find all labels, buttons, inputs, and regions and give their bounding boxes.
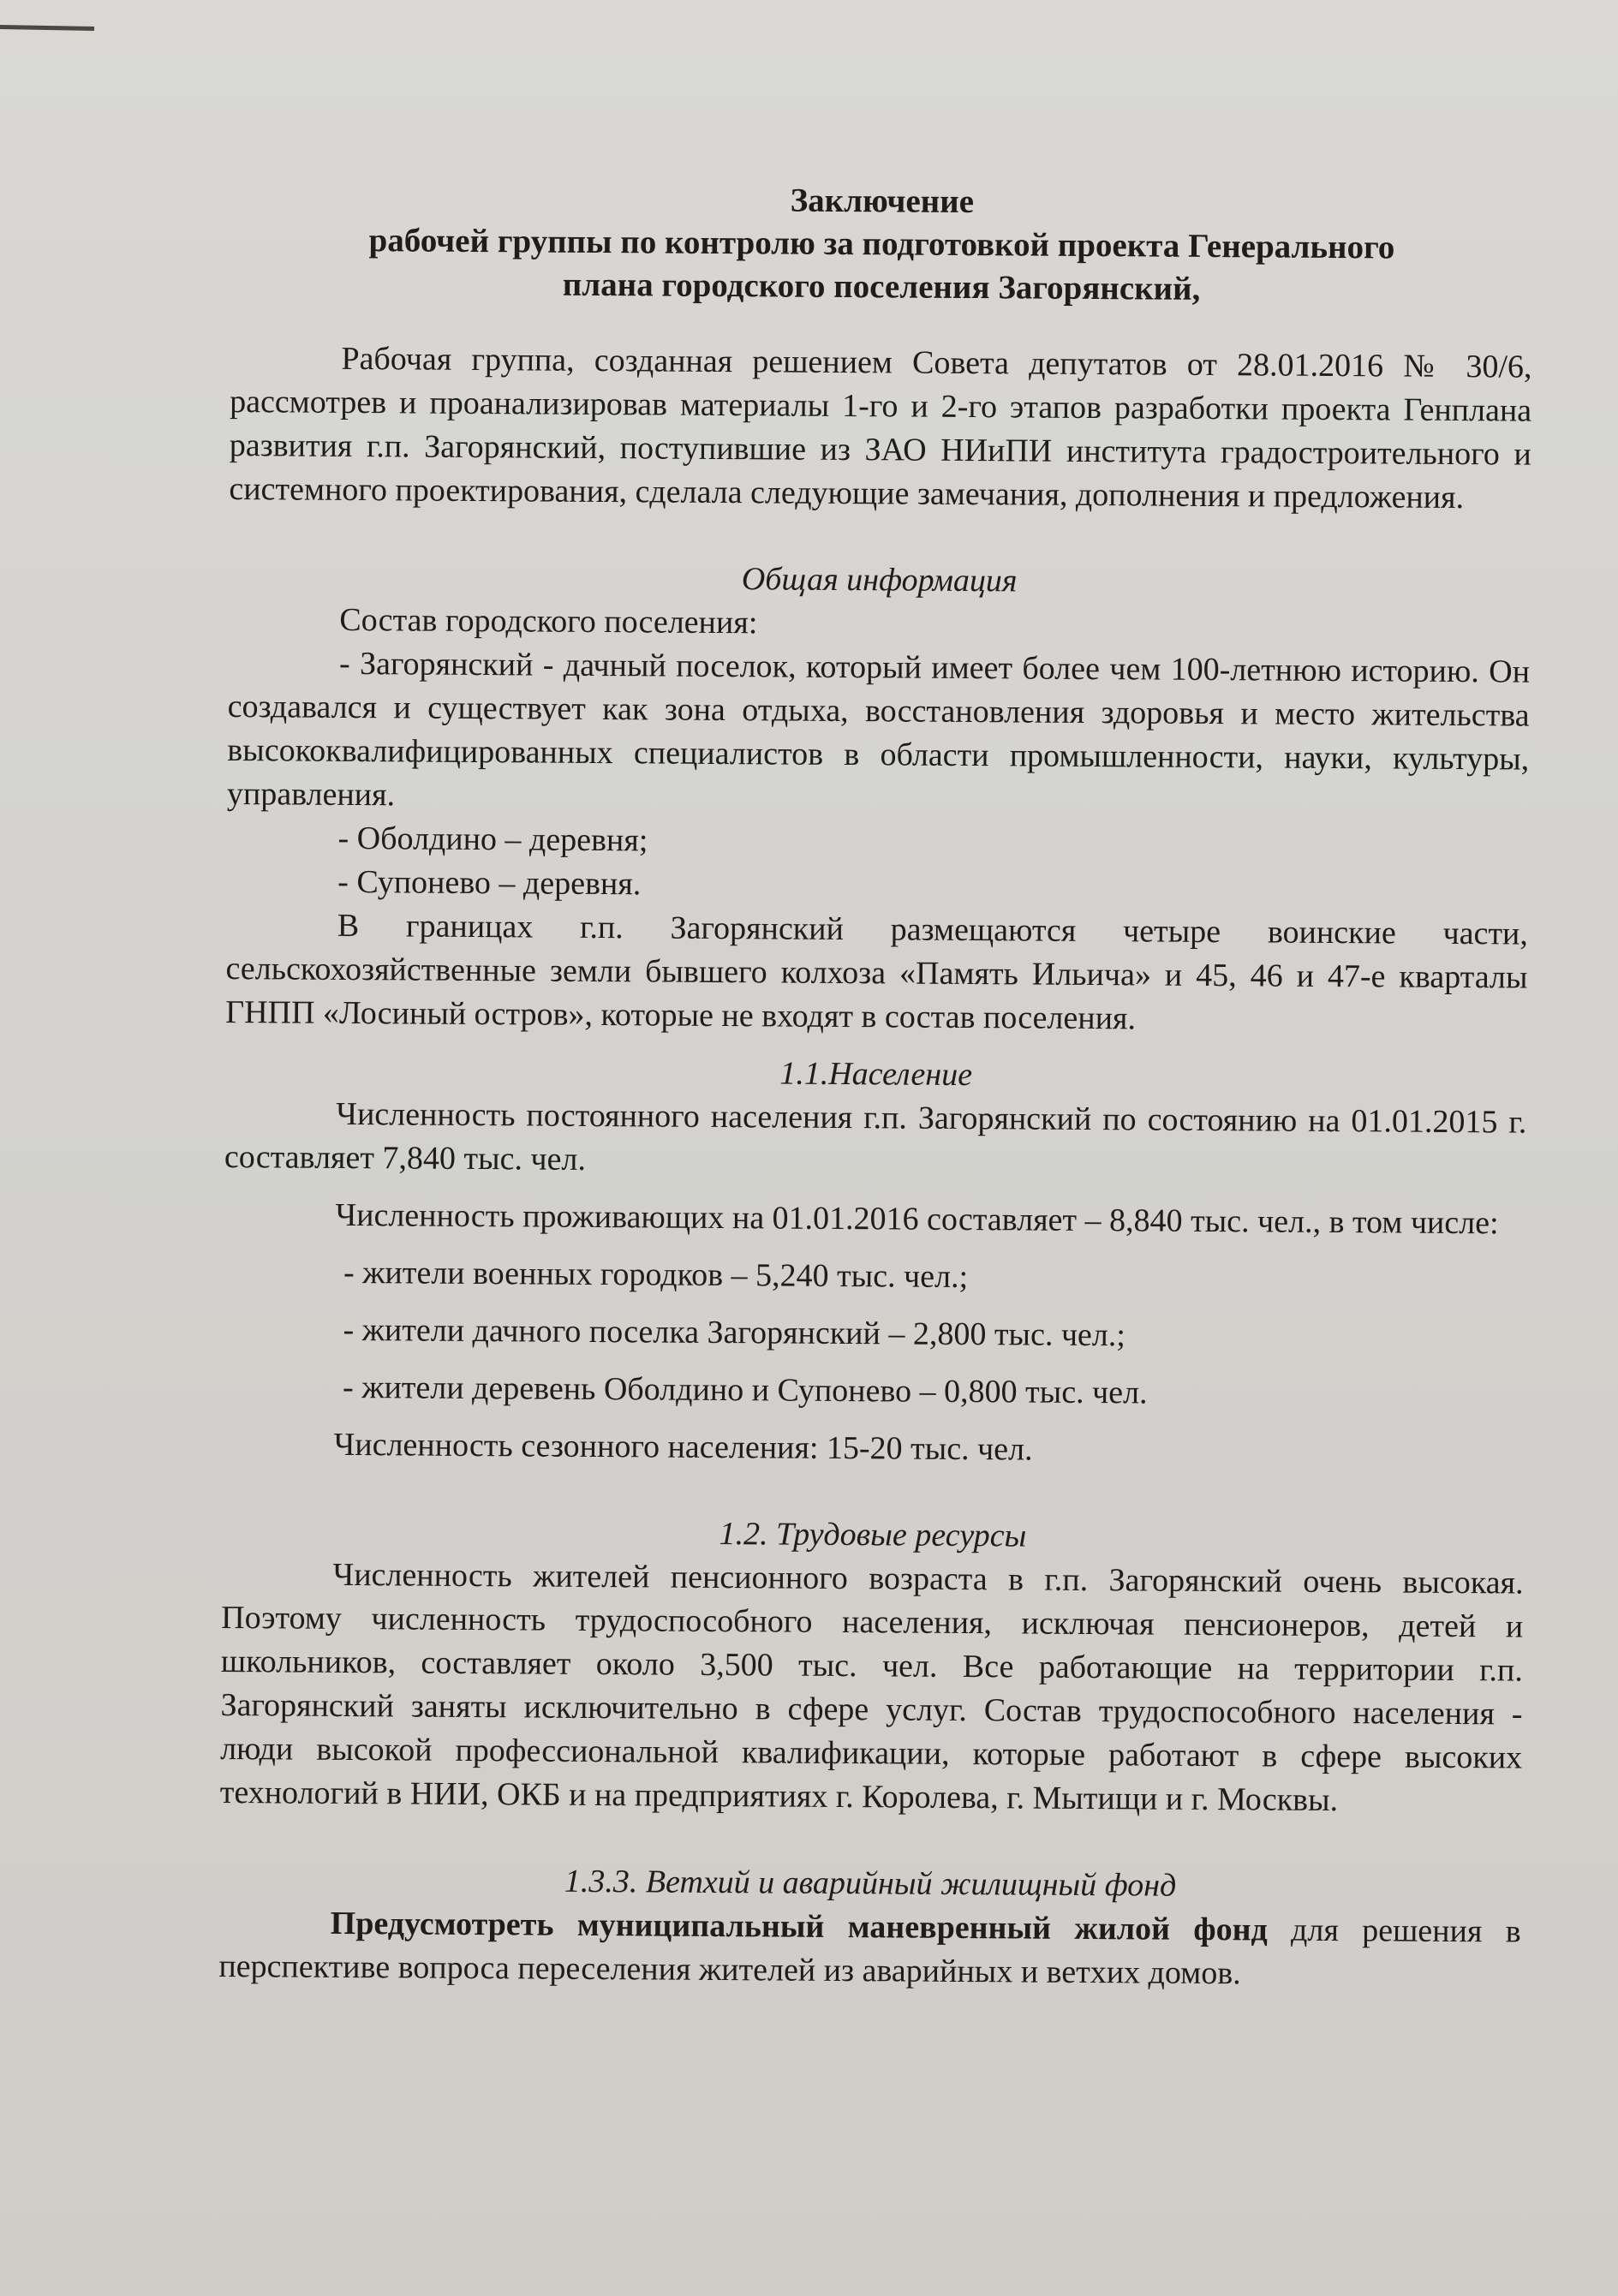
population-residing: Численность проживающих на 01.01.2016 составляет – 8,840 тыс. чел., в том числе: [335,1196,1499,1242]
population-breakdown-3: - жители деревень Оболдино и Супонево – 0,800 тыс. чел. [342,1369,1148,1411]
title-line-2: рабочей группы по контролю за подготовкой проекта Генерального [368,222,1395,266]
population-breakdown-1: - жители военных городков – 5,240 тыс. чел.; [343,1254,969,1296]
document-body [218,176,1533,1998]
housing-paragraph [218,1901,1521,1998]
labor-paragraph: Численность жителей пенсионного возраста в г.п. Загорянский очень высокая. Поэтому численность трудоспособного населения, исключая пенсионеров, детей и школьников, составляет около 3,500 тыс. чел. Все работающие на территории г.п. Загорянский заняты исключительно в сфере услуг. Состав трудоспособного населения - люди высокой профессиональной квалификации, которые работают в сфере высоких технологий в НИИ, ОКБ и на предприятиях г. Королева, г. Мытищи и г. Москвы. [219,1556,1524,1819]
title-line-3: плана городского поселения Загорянский, [562,265,1201,307]
title-line-1: Заключение [790,182,975,221]
boundaries-paragraph: В границах г.п. Загорянский размещаются четыре воинские части, сельскохозяйственные земли бывшего колхоза «Память Ильича» и 45, 46 и 47-е кварталы ГНПП «Лосиный остров», которые не входят в состав поселения. [225,907,1529,1037]
population-breakdown-2: - жители дачного поселка Загорянский – 2,800 тыс. чел.; [343,1311,1126,1354]
housing-heading: 1.3.3. Ветхий и аварийный жилищный фонд [564,1863,1177,1904]
composition-label: Состав городского поселения: [339,601,758,641]
housing-rest: для решения в перспективе вопроса переселения жителей из аварийных и ветхих домов. [218,1911,1521,1992]
general-heading: Общая информация [741,561,1018,599]
composition-item-2: - Оболдино – деревня; [337,820,648,859]
population-permanent: Численность постоянного населения г.п. Загорянский по состоянию на 01.01.2015 г. составляет 7,840 тыс. чел. [224,1095,1527,1178]
document-title [230,176,1533,313]
population-heading: 1.1.Население [779,1055,973,1094]
labor-heading: 1.2. Трудовые ресурсы [719,1516,1027,1554]
composition-item-3: - Супонево – деревня. [337,863,642,903]
intro-paragraph: Рабочая группа, созданная решением Совета депутатов от 28.01.2016 № 30/6, рассмотрев и проанализировав материалы 1-го и 2-го этапов разработки проекта Генплана развития г.п. Загорянский, поступившие из ЗАО НИиПИ института градостроительного и системного проектирования, сделала следующие замечания, дополнения и предложения. [229,340,1532,516]
housing-bold-lead: Предусмотреть муниципальный маневренный жилой фонд [330,1905,1268,1948]
population-seasonal: Численность сезонного населения: 15-20 тыс. чел. [333,1426,1033,1468]
composition-item-1: - Загорянский - дачный поселок, который имеет более чем 100-летнюю историю. Он создавался и существует как зона отдыха, восстановления здоровья и место жительства высококвалифицированных специалистов в области промышленности, науки, культуры, управления. [226,645,1531,814]
corner-mark [0,25,94,31]
